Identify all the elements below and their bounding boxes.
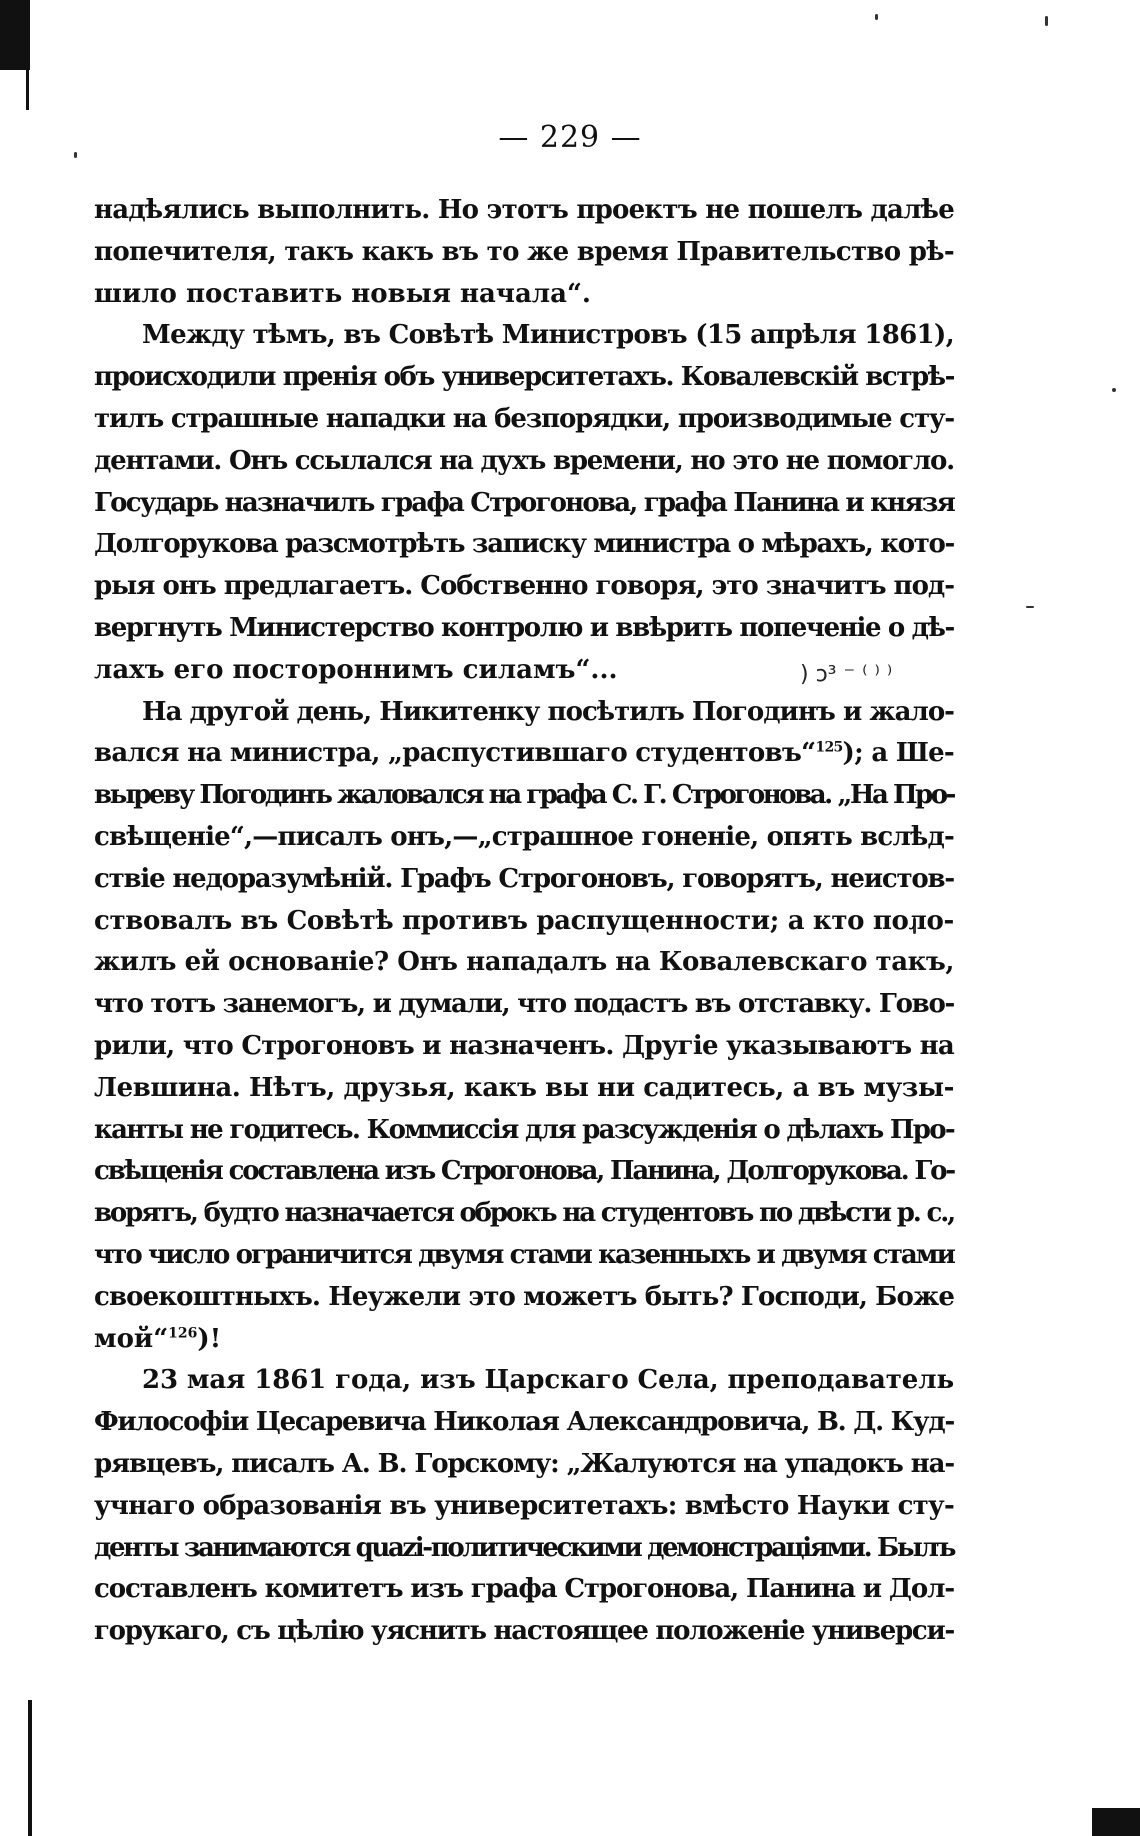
scan-speck <box>1112 388 1116 392</box>
text-line: рявцевъ, писалъ А. В. Горскому: „Жалуются на упадокъ на- <box>94 1448 954 1479</box>
paragraph-start-line: Между тѣмъ, въ Совѣтѣ Министровъ (15 апрѣля 1861), <box>142 320 954 351</box>
text-line: лахъ его постороннимъ силамъ“... <box>94 654 618 685</box>
scan-edge-mark-top-left <box>0 0 30 70</box>
text-line: Государь назначилъ графа Строгонова, графа Панина и князя <box>94 487 955 518</box>
text-line: Левшина. Нѣтъ, друзья, какъ вы ни садитесь, а въ музы- <box>94 1072 954 1103</box>
text-segment: ); а Ше- <box>842 738 954 769</box>
text-line <box>94 733 954 775</box>
scan-speck <box>1045 16 1048 26</box>
text-line: учнаго образованія въ университетахъ: вмѣсто Науки сту- <box>94 1490 954 1521</box>
handwritten-pencil-mark: ) ͻ³ ⁻ ⁽ ⁾ ⁾ <box>800 662 893 687</box>
text-line: ствіе недоразумѣній. Графъ Строгоновъ, говорятъ, неистов- <box>94 863 955 894</box>
text-line: тилъ страшные нападки на безпорядки, производимые сту- <box>94 403 954 434</box>
text-line: ствовалъ въ Совѣтѣ противъ распущенности; а кто поло- <box>94 905 954 936</box>
text-line: денты занимаются quazi-политическими демонстраціями. Былъ <box>94 1532 955 1563</box>
footnote-mark: 125 <box>815 739 843 756</box>
footnote-mark: 126 <box>168 1324 198 1341</box>
text-line: Долгорукова разсмотрѣть записку министра о мѣрахъ, кото- <box>94 529 954 560</box>
text-segment: вался на министра, „распустившаго студентовъ“ <box>94 738 816 769</box>
text-line: надѣялись выполнить. Но этотъ проектъ не пошелъ далѣе <box>94 195 954 225</box>
text-segment: )! <box>197 1323 222 1354</box>
text-line: выреву Погодинъ жаловался на графа С. Г. Строгонова. „На Про- <box>94 780 954 811</box>
text-line: рили, что Строгоновъ и назначенъ. Другіе указываютъ на <box>94 1030 954 1061</box>
text-line: происходили пренія объ университетахъ. Ковалевскій встрѣ- <box>94 362 954 393</box>
text-line <box>94 1319 954 1361</box>
text-line: что число ограничится двумя стами казенныхъ и двумя стами <box>94 1239 954 1270</box>
text-line: попечителя, такъ какъ въ то же время Правительство рѣ- <box>94 236 954 267</box>
text-line: вергнуть Министерство контролю и ввѣрить попеченіе о дѣ- <box>94 612 954 643</box>
scan-speck <box>1026 606 1034 608</box>
scan-edge-mark-left <box>26 70 29 110</box>
paragraph-start-line: 23 мая 1861 года, изъ Царскаго Села, преподаватель <box>142 1365 954 1396</box>
text-segment: мой“ <box>94 1323 169 1354</box>
paragraph-start-line: На другой день, Никитенку посѣтилъ Погодинъ и жало- <box>142 696 955 727</box>
text-line: составленъ комитетъ изъ графа Строгонова, Панина и Дол- <box>94 1574 954 1605</box>
text-line: жилъ ей основаніе? Онъ нападалъ на Ковалевскаго такъ, <box>94 947 954 978</box>
scan-edge-mark-bottom-left <box>28 1700 32 1836</box>
page-number: — 229 — <box>498 120 642 155</box>
text-line: свѣщеніе“,—писалъ онъ,—„страшное гоненіе, опять вслѣд- <box>94 821 954 852</box>
scan-speck <box>875 14 878 20</box>
text-line: дентами. Онъ ссылался на духъ времени, но это не помогло. <box>94 445 954 476</box>
text-line: свѣщенія составлена изъ Строгонова, Панина, Долгорукова. Го- <box>94 1156 954 1187</box>
scan-edge-mark-bottom-right <box>1092 1808 1140 1836</box>
text-line: горукаго, съ цѣлію уяснить настоящее положеніе универси- <box>94 1616 954 1647</box>
text-line: что тотъ занемогъ, и думали, что подастъ въ отставку. Гово- <box>94 989 954 1020</box>
body-text <box>94 190 954 1653</box>
text-line: канты не годитесь. Коммиссія для разсужденія о дѣлахъ Про- <box>94 1114 954 1145</box>
text-line: ворятъ, будто назначается оброкъ на студентовъ по двѣсти р. с., <box>94 1198 954 1229</box>
text-line: шило поставить новыя начала“. <box>94 278 591 309</box>
text-line: рыя онъ предлагаетъ. Собственно говоря, это значитъ под- <box>94 571 954 602</box>
text-line: своекоштныхъ. Неужели это можетъ быть? Господи, Боже <box>94 1281 954 1312</box>
text-line: Философіи Цесаревича Николая Александровича, В. Д. Куд- <box>94 1407 954 1438</box>
